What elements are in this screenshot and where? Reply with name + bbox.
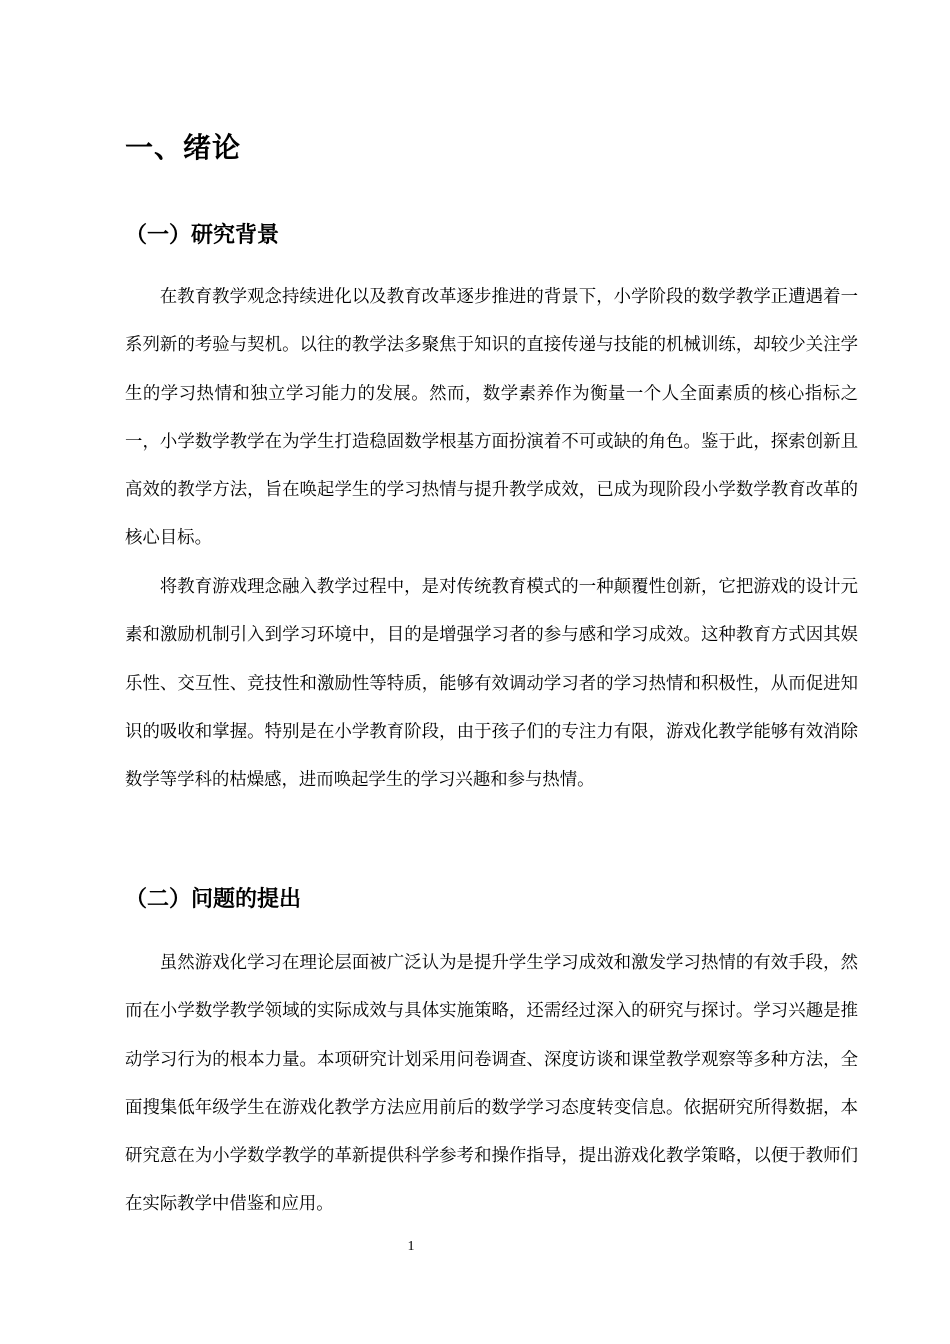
paragraph-background-1: 在教育教学观念持续进化以及教育改革逐步推进的背景下，小学阶段的数学教学正遭遇着一系列新的考验与契机。以往的教学法多聚焦于知识的直接传递与技能的机械训练，却较少关注学生的学习热情和独立学习能力的发展。然而，数学素养作为衡量一个人全面素质的核心指标之一，小学数学教学在为学生打造稳固数学根基方面扮演着不可或缺的角色。鉴于此，探索创新且高效的教学方法，旨在唤起学生的学习热情与提升教学成效，已成为现阶段小学数学教育改革的核心目标。 (125, 287, 858, 549)
page-number: 1 (407, 1239, 415, 1254)
paragraph-background-2: 将教育游戏理念融入教学过程中，是对传统教育模式的一种颠覆性创新，它把游戏的设计元素和激励机制引入到学习环境中，目的是增强学习者的参与感和学习成效。这种教育方式因其娱乐性、交互性、竞技性和激励性等特质，能够有效调动学习者的学习热情和积极性，从而促进知识的吸收和掌握。特别是在小学教育阶段，由于孩子们的专注力有限，游戏化教学能够有效消除数学等学科的枯燥感，进而唤起学生的学习兴趣和参与热情。 (125, 577, 858, 791)
section-heading-problem: （二）问题的提出 (125, 887, 302, 912)
chapter-heading: 一、绪论 (125, 131, 242, 164)
paragraph-problem-1: 虽然游戏化学习在理论层面被广泛认为是提升学生学习成效和激发学习热情的有效手段，然而在小学数学教学领域的实际成效与具体实施策略，还需经过深入的研究与探讨。学习兴趣是推动学习行为的根本力量。本项研究计划采用问卷调查、深度访谈和课堂教学观察等多种方法，全面搜集低年级学生在游戏化教学方法应用前后的数学学习态度转变信息。依据研究所得数据，本研究意在为小学数学教学的革新提供科学参考和操作指导，提出游戏化教学策略，以便于教师们在实际教学中借鉴和应用。 (125, 953, 858, 1215)
section-heading-background: （一）研究背景 (125, 223, 280, 248)
